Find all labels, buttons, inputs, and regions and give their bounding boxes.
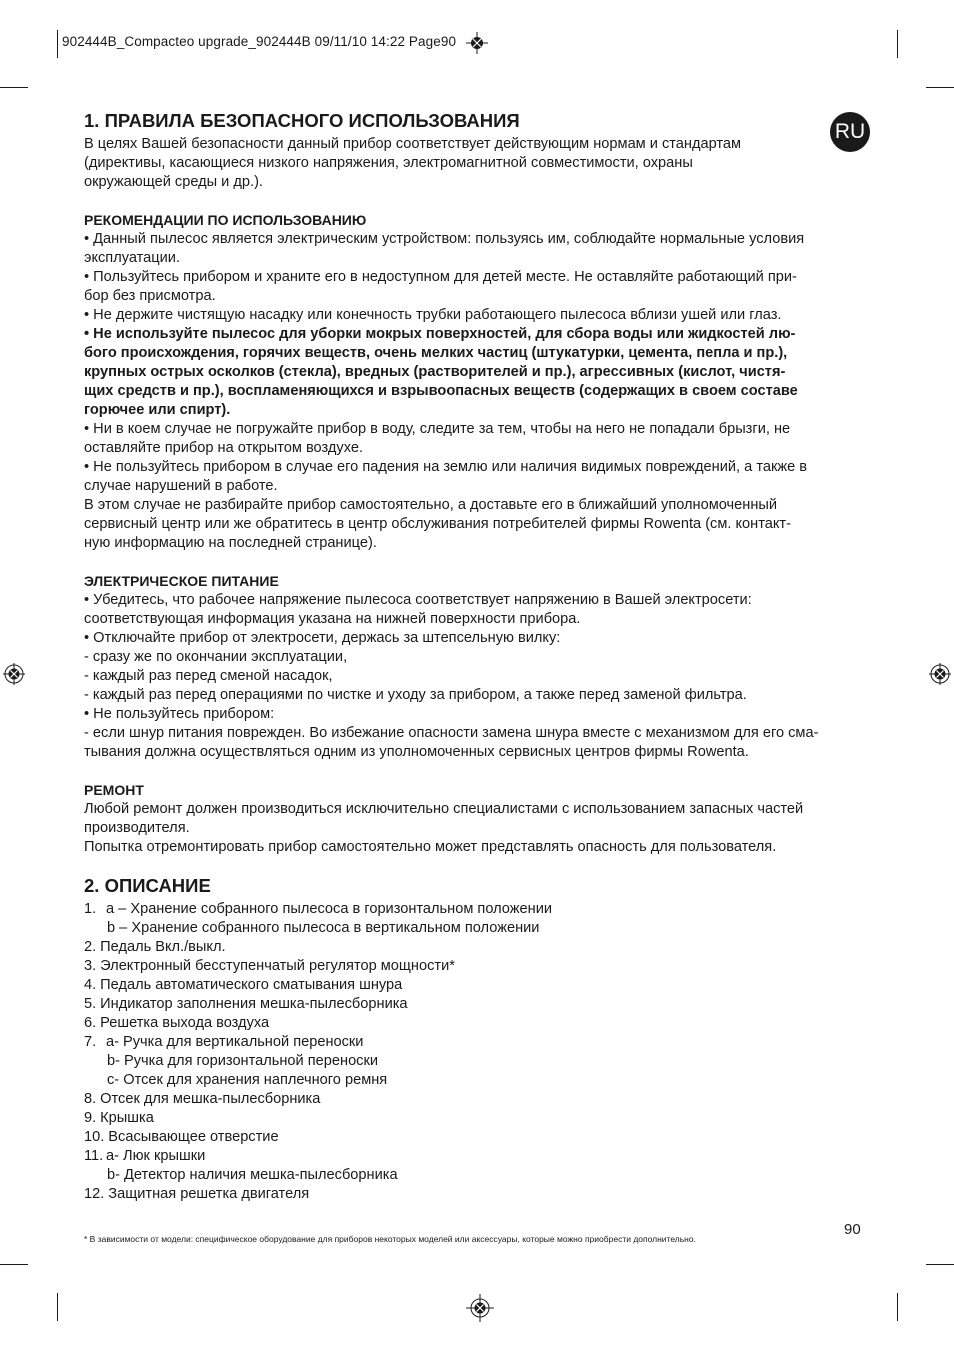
list-item bbox=[84, 1147, 876, 1166]
crop-mark-top-left-v bbox=[57, 30, 58, 58]
text-line: - сразу же по окончании эксплуатации, bbox=[84, 649, 348, 665]
warning-line: горючее или спирт). bbox=[84, 402, 231, 418]
description-list bbox=[84, 900, 876, 1204]
text-line: • Данный пылесос является электрическим устройством: пользуясь им, соблюдайте нормальные условия bbox=[84, 231, 805, 247]
list-item-number: 5. bbox=[84, 996, 97, 1012]
list-item-number: 7. bbox=[84, 1034, 97, 1050]
registration-mark-bottom-icon bbox=[466, 1294, 494, 1322]
warning-line: • Не используйте пылесос для уборки мокрых поверхностей, для сбора воды или жидкостей лю- bbox=[84, 326, 796, 342]
text-line: тывания должна осуществляться одним из уполномоченных сервисных центров фирмы Rowenta. bbox=[84, 744, 749, 760]
list-item bbox=[84, 1052, 876, 1071]
text-line: сервисный центр или же обратитесь в центр обслуживания потребителей фирмы Rowenta (см. контакт- bbox=[84, 516, 791, 532]
list-item-text: a- Люк крышки bbox=[106, 1148, 206, 1164]
list-item-text: Индикатор заполнения мешка-пылесборника bbox=[100, 996, 408, 1012]
list-item-number: 4. bbox=[84, 977, 97, 993]
list-item-number: 6. bbox=[84, 1015, 97, 1031]
registration-mark-top-icon bbox=[466, 32, 488, 54]
page-number: 90 bbox=[844, 1221, 861, 1238]
text-line: • Отключайте прибор от электросети, держась за штепсельную вилку: bbox=[84, 630, 561, 646]
text-line: бор без присмотра. bbox=[84, 288, 216, 304]
safety-intro bbox=[84, 135, 876, 192]
crop-mark-bottom-left-v bbox=[57, 1293, 58, 1321]
list-item-text: a- Ручка для вертикальной переноски bbox=[106, 1034, 364, 1050]
recommendations-text bbox=[84, 230, 876, 553]
text-line: эксплуатации. bbox=[84, 250, 180, 266]
list-item-text: Педаль автоматического сматывания шнура bbox=[100, 977, 403, 993]
list-item-text: Всасывающее отверстие bbox=[108, 1129, 279, 1145]
text-line: ную информацию на последней странице). bbox=[84, 535, 377, 551]
list-item-text: b – Хранение собранного пылесоса в вертикальном положении bbox=[107, 920, 540, 936]
list-item bbox=[84, 1014, 876, 1033]
text-line: оставляйте прибор на открытом воздухе. bbox=[84, 440, 363, 456]
text-line: Попытка отремонтировать прибор самостоятельно может представлять опасность для пользователя. bbox=[84, 839, 777, 855]
crop-mark-bottom-left-h bbox=[0, 1264, 28, 1265]
list-item-text: Защитная решетка двигателя bbox=[108, 1186, 310, 1202]
warning-line: бого происхождения, горячих веществ, очень мелких частиц (штукатурки, цемента, пепла и пр.), bbox=[84, 345, 788, 361]
list-item bbox=[84, 1109, 876, 1128]
list-item bbox=[84, 1090, 876, 1109]
list-item-number: 10. bbox=[84, 1129, 105, 1145]
crop-mark-bottom-right-v bbox=[897, 1293, 898, 1321]
list-item-number: 2. bbox=[84, 939, 97, 955]
list-item-number: 1. bbox=[84, 901, 97, 917]
list-item bbox=[84, 1128, 876, 1147]
intro-line: (директивы, касающиеся низкого напряжения, электромагнитной совместимости, охраны bbox=[84, 155, 693, 171]
list-item-text: b- Ручка для горизонтальной переноски bbox=[107, 1053, 379, 1069]
list-item-text: Отсек для мешка-пылесборника bbox=[100, 1091, 321, 1107]
language-badge: RU bbox=[830, 112, 870, 152]
intro-line: окружающей среды и др.). bbox=[84, 174, 263, 190]
text-line: соответствующая информация указана на нижней поверхности прибора. bbox=[84, 611, 581, 627]
list-item bbox=[84, 1185, 876, 1204]
list-item-text: a – Хранение собранного пылесоса в горизонтальном положении bbox=[106, 901, 552, 917]
list-item bbox=[84, 976, 876, 995]
list-item bbox=[84, 1166, 876, 1185]
subheading-recommendations: РЕКОМЕНДАЦИИ ПО ИСПОЛЬЗОВАНИЮ bbox=[84, 212, 367, 228]
list-item bbox=[84, 900, 876, 919]
crop-mark-top-left-h bbox=[0, 87, 28, 88]
list-item-number: 8. bbox=[84, 1091, 97, 1107]
list-item bbox=[84, 919, 876, 938]
list-item bbox=[84, 957, 876, 976]
list-item-text: c- Отсек для хранения наплечного ремня bbox=[107, 1072, 388, 1088]
text-line: • Не держите чистящую насадку или конечность трубки работающего пылесоса вблизи ушей или глаз. bbox=[84, 307, 782, 323]
list-item-text: b- Детектор наличия мешка-пылесборника bbox=[107, 1167, 398, 1183]
subheading-power: ЭЛЕКТРИЧЕСКОЕ ПИТАНИЕ bbox=[84, 573, 279, 589]
crop-mark-bottom-right-h bbox=[926, 1264, 954, 1265]
registration-mark-right-icon bbox=[929, 663, 951, 685]
warning-line: щих средств и пр.), воспламеняющихся и взрывоопасных веществ (содержащих в своем составе bbox=[84, 383, 798, 399]
power-text bbox=[84, 591, 876, 762]
text-line: • Не пользуйтесь прибором в случае его падения на землю или наличия видимых повреждений, а также в bbox=[84, 459, 808, 475]
list-item-text: Электронный бесступенчатый регулятор мощности* bbox=[100, 958, 455, 974]
list-item-number: 11. bbox=[84, 1148, 104, 1164]
list-item-number: 3. bbox=[84, 958, 97, 974]
list-item-text: Крышка bbox=[100, 1110, 154, 1126]
text-line: • Не пользуйтесь прибором: bbox=[84, 706, 275, 722]
list-item-number: 12. bbox=[84, 1186, 105, 1202]
text-line: - каждый раз перед операциями по чистке и уходу за прибором, а также перед заменой фильтра. bbox=[84, 687, 747, 703]
text-line: В этом случае не разбирайте прибор самостоятельно, а доставьте его в ближайший уполномоченный bbox=[84, 497, 778, 513]
text-line: - каждый раз перед сменой насадок, bbox=[84, 668, 333, 684]
registration-mark-left-icon bbox=[3, 663, 25, 685]
footnote: * В зависимости от модели: специфическое оборудование для приборов некоторых моделей или аксессуары, которые можно приобрести дополнительно. bbox=[84, 1234, 696, 1244]
list-item bbox=[84, 1033, 876, 1052]
section-title-description: 2. ОПИСАНИЕ bbox=[84, 875, 211, 896]
list-item bbox=[84, 1071, 876, 1090]
text-line: производителя. bbox=[84, 820, 190, 836]
crop-mark-top-right-v bbox=[897, 30, 898, 58]
warning-line: крупных острых осколков (стекла), вредных (растворителей и пр.), агрессивных (кислот, чистя- bbox=[84, 364, 786, 380]
list-item-number: 9. bbox=[84, 1110, 97, 1126]
section-title-safety: 1. ПРАВИЛА БЕЗОПАСНОГО ИСПОЛЬЗОВАНИЯ bbox=[84, 110, 520, 131]
subheading-repair: РЕМОНТ bbox=[84, 782, 144, 798]
list-item-text: Педаль Вкл./выкл. bbox=[100, 939, 226, 955]
text-line: • Пользуйтесь прибором и храните его в недоступном для детей месте. Не оставляйте работающий при- bbox=[84, 269, 797, 285]
intro-line: В целях Вашей безопасности данный прибор соответствует действующим нормам и стандартам bbox=[84, 136, 742, 152]
list-item bbox=[84, 938, 876, 957]
text-line: • Ни в коем случае не погружайте прибор в воду, следите за тем, чтобы на него не попадали брызги, не bbox=[84, 421, 791, 437]
repair-text bbox=[84, 800, 876, 857]
printer-slug: 902444B_Compacteo upgrade_902444B 09/11/10 14:22 Page90 bbox=[62, 34, 457, 49]
text-line: Любой ремонт должен производиться исключительно специалистами с использованием запасных частей bbox=[84, 801, 804, 817]
crop-mark-top-right-h bbox=[926, 87, 954, 88]
text-line: - если шнур питания поврежден. Во избежание опасности замена шнура вместе с механизмом для его сма- bbox=[84, 725, 819, 741]
text-line: случае нарушений в работе. bbox=[84, 478, 278, 494]
list-item bbox=[84, 995, 876, 1014]
list-item-text: Решетка выхода воздуха bbox=[100, 1015, 270, 1031]
text-line: • Убедитесь, что рабочее напряжение пылесоса соответствует напряжению в Вашей электросети: bbox=[84, 592, 752, 608]
